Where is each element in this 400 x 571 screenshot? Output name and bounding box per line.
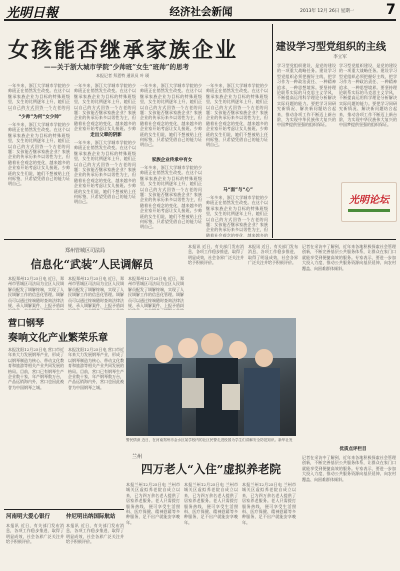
right-col-text-4: 记者在采访中了解到，近年来各地积极探索社会管理创新，不断完善基层公共服务体系，让群众在家门口就能享受到便捷高效的服务。专家表示，要进一步加大投入力度，推动公共服务资源向基层延伸、向农村覆盖、向困难群体倾斜。 bbox=[302, 455, 396, 482]
briefs-rule bbox=[4, 509, 124, 510]
lead-text-col-4: 一年多来，浙江大学城市学院的少帅班正在悄然发生改变。在这个以继承家族企业为目标的特殊班级里，女生的比例逐年上升，她们正以自己的方式回答一个古老的问题：女孩能否继承家族企业？家族企业的传承历来多以男性为主，但随着社会观念的变化，越来越多的企业家开始考虑让女儿接班。少帅班的女生们说，她们不想被贴上任何标签，只希望凭借自己的能力证明自己。 bbox=[206, 83, 268, 148]
elderly-kicker: 兰州 bbox=[132, 454, 143, 460]
lead-text-col-1b: 一年多来，浙江大学城市学院的少帅班正在悄然发生改变。在这个以继承家族企业为目标的特殊班级里，女生的比例逐年上升，她们正以自己的方式回答一个古老的问题：女孩能否继承家族企业？家族企业的传承历来多以男性为主，但随着社会观念的变化，越来越多的企业家开始考虑让女儿接班。少帅班的女生们说，她们不想被贴上任何标签，只希望凭借自己的能力证明自己。 bbox=[8, 122, 70, 187]
photo-caption: 警民情深 近日，在河南郑州市金水区某学校内的社区民警走进校园为学生们讲解安全防范知识。新华社发 bbox=[126, 438, 293, 442]
commentary-headline: 建设学习型党组织的主线 bbox=[276, 42, 386, 52]
mediation-text-1: 本报郑州12月25日电 近日，郑州市管城区司法局为全区人民调解员配发了调解终端，实现了人民调解工作的信息化管理。调解员可以通过终端随时查询法律法规、录入调解案件、上报矛盾纠 bbox=[8, 276, 64, 309]
column-divider bbox=[272, 24, 273, 238]
right-col-text-3: 记者在采访中了解到，近年来各地积极探索社会管理创新，不断完善基层公共服务体系，让群众在家门口就能享受到便捷高效的服务。专家表示，要进一步加大投入力度，推动公共服务资源向基层延伸、向农村覆盖、向困难群体倾斜。 bbox=[302, 244, 396, 271]
yingkou-headline: 奏响文化产业繁荣乐章 bbox=[8, 333, 108, 342]
commentary-author: 李立军 bbox=[333, 55, 347, 60]
commentary-col-2: 学习型党组织建设，是党的建设的一项重大战略任务。建设学习型党组织必须把握好主线，把学习作为一种政治责任、一种精神追求、一种思想境界。要坚持理论联系实际的马克思主义学风，不断提高运用科学理论分析解决实际问题的能力。要把学习同研究新情况、解决新问题结合起来，推动各项工作不断迈上新台阶，为实现中华民族伟大复兴的中国梦提供坚强的组织保证。 bbox=[339, 63, 397, 128]
mediation-text-2: 本报郑州12月25日电 近日，郑州市管城区司法局为全区人民调解员配发了调解终端，实现了人民调解工作的信息化管理。调解员可以通过终端随时查询法律法规、录入调解案件、上报矛盾纠 bbox=[68, 276, 124, 309]
lead-text-col-1: 一年多来，浙江大学城市学院的少帅班正在悄然发生改变。在这个以继承家族企业为目标的特殊班级里，女生的比例逐年上升，她们正以自己的方式回答一个古老的问 bbox=[8, 83, 70, 110]
lead-subhead-1: “少帅”为何“女少帅” bbox=[18, 115, 62, 120]
lead-subhead-4: 马“面”与“心” bbox=[223, 188, 253, 193]
ad-stripe bbox=[348, 209, 390, 212]
brief-1-text: 本报讯 近日，有关部门发布消息，各项工作稳步推进，取得了明显成效，社会各界广泛关注并给予积极评价。 bbox=[6, 523, 64, 545]
section-title: 经济社会新闻 bbox=[169, 6, 233, 18]
page-number: 7 bbox=[386, 2, 396, 18]
elderly-text-3: 本报兰州12月25日电 兰州市城关区虚拟养老院自成立以来，已为四万余名老人提供了居家养老服务。老人只需拨打服务热线，便可享受生活照料、医疗保健、精神慰藉等多种服务，足不出户就能安享晚年。 bbox=[242, 482, 296, 525]
yingkou-text-2: 本报沈阳12月25日电 营口市近年来大力发展钢琴产业，形成了以钢琴制造为核心、带动文化教育和旅游等相关产业共同发展的格局。目前，营口已有钢琴生产企业数十家，年产钢琴数万台，产品远销海内外，营口也因此被誉为中国钢琴之城。 bbox=[68, 347, 124, 390]
photo-scene bbox=[126, 318, 296, 436]
lead-headline: 女孩能否继承家族企业 bbox=[8, 37, 238, 62]
ad-text: 光明论坛 bbox=[349, 195, 389, 205]
mediation-kicker: 郑州管城区司法局 bbox=[64, 248, 105, 254]
right-col-text-1: 本报讯 近日，有关部门发布消息，各项工作稳步推进，取得了明显成效，社会各界广泛关注并给予积极评价。 bbox=[188, 244, 244, 266]
brief-2-text: 本报讯 近日，有关部门发布消息，各项工作稳步推进，取得了明显成效，社会各界广泛关注并给予积极评价。 bbox=[66, 523, 124, 545]
yingkou-text-1: 本报沈阳12月25日电 营口市近年来大力发展钢琴产业，形成了以钢琴制造为核心、带动文化教育和旅游等相关产业共同发展的格局。目前，营口已有钢琴生产企业数十家，年产钢琴数万台，产品远销海内外，营口也因此被誉为中国钢琴之城。 bbox=[8, 347, 64, 390]
date-line: 2013年 12月 26日 星期一 bbox=[300, 9, 355, 14]
brief-2-headline: 仲尼明出纳国际航站 bbox=[66, 514, 116, 520]
elderly-text-1: 本报兰州12月25日电 兰州市城关区虚拟养老院自成立以来，已为四万余名老人提供了居家养老服务。老人只需拨打服务热线，便可享受生活照料、医疗保健、精神慰藉等多种服务，足不出户就能安享晚年。 bbox=[126, 482, 180, 525]
yingkou-kicker: 营口钢琴 bbox=[8, 319, 45, 328]
right-col-text-2: 本报讯 近日，有关部门发布消息，各项工作稳步推进，取得了明显成效，社会各界广泛关注并给予积极评价。 bbox=[248, 244, 298, 266]
elderly-text-2: 本报兰州12月25日电 兰州市城关区虚拟养老院自成立以来，已为四万余名老人提供了居家养老服务。老人只需拨打服务热线，便可享受生活照料、医疗保健、精神慰藉等多种服务，足不出户就能安享晚年。 bbox=[184, 482, 238, 525]
news-photo bbox=[126, 318, 296, 436]
mediation-headline: 信息化“武装”人民调解员 bbox=[30, 258, 154, 271]
elderly-headline: 四万老人“入住”虚拟养老院 bbox=[141, 462, 281, 476]
lead-subhead-3: 家族企业传承中有女 bbox=[151, 158, 193, 163]
newspaper-logo: 光明日報 bbox=[6, 6, 59, 18]
masthead-rule bbox=[4, 19, 396, 21]
lead-text-col-4b: 一年多来，浙江大学城市学院的少帅班正在悄然发生改变。在这个以继承家族企业为目标的特殊班级里，女生的比例逐年上升，她们正以自己的方式回答一个古老的问题：女孩能否继承家族企业？家族企业的传承历来多以男性为主，但随着社会观念的变化，越来越多的 bbox=[206, 195, 268, 237]
lead-text-col-3: 一年多来，浙江大学城市学院的少帅班正在悄然发生改变。在这个以继承家族企业为目标的特殊班级里，女生的比例逐年上升，她们正以自己的方式回答一个古老的问题：女孩能否继承家族企业？家族企业的传承历来多以男性为主，但随着社会观念的变化，越来越多的企业家开始考虑让女儿接班。少帅班的女生们说，她们不想被贴上任何标签，只希望凭借自己的能力证明自己。 bbox=[140, 83, 202, 148]
lead-byline: 本报记者 拜恩特 通讯员 叶 瑛 bbox=[96, 73, 150, 78]
lead-text-col-2b: 一年多来，浙江大学城市学院的少帅班正在悄然发生改变。在这个以继承家族企业为目标的特殊班级里，女生的比例逐年上升，她们正以自己的方式回答一个古老的问题：女孩能否继承家族企业？家族企业的传承历来多以男性为主，但随着社会观念的变化，越来越多的企业家开始考虑让女儿接班。少帅班的女生们说，她们不想被贴上任何标签，只希望凭借自己的能力证明自己。 bbox=[74, 140, 136, 205]
lead-text-col-3b: 一年多来，浙江大学城市学院的少帅班正在悄然发生改变。在这个以继承家族企业为目标的特殊班级里，女生的比例逐年上升，她们正以自己的方式回答一个古老的问题：女孩能否继承家族企业？家族企业的传承历来多以男性为主，但随着社会观念的变化，越来越多的企业家开始考虑让女儿接班。少帅班的女生们说，她们不想被贴上任何标签，只希望凭借自己的能力证明自己。 bbox=[140, 165, 202, 230]
section-rule bbox=[4, 239, 396, 240]
lead-text-col-2: 一年多来，浙江大学城市学院的少帅班正在悄然发生改变。在这个以继承家族企业为目标的特殊班级里，女生的比例逐年上升，她们正以自己的方式回答一个古老的问题：女孩能否继承家族企业？家族企业的传承历来多以男性为主，但随着社会观念的变化，越来越多的企业家开始考虑让女儿接班。少帅 bbox=[74, 83, 136, 131]
right-col-subhead: 优质点评栏目 bbox=[339, 447, 367, 452]
lead-subhead-2: 走出父辈的阴影 bbox=[90, 133, 122, 138]
mediation-text-3: 本报郑州12月25日电 近日，郑州市管城区司法局为全区人民调解员配发了调解终端，实现了人民调解工作的信息化管理。调解员可以通过终端随时查询法律法规、录入调解案件、上报矛盾纠 bbox=[128, 276, 184, 309]
ad-box bbox=[341, 182, 397, 222]
lead-subtitle: ——关于浙大城市学院“少帅班”女生“班帅”的思考 bbox=[44, 63, 189, 71]
brief-1-headline: 河南明大爱心银行 bbox=[6, 514, 51, 520]
masthead bbox=[0, 0, 400, 20]
commentary-col-1: 学习型党组织建设，是党的建设的一项重大战略任务。建设学习型党组织必须把握好主线，把学习作为一种政治责任、一种精神追求、一种思想境界。要坚持理论联系实际的马克思主义学风，不断提高运用科学理论分析解决实际问题的能力。要把学习同研究新情况、解决新问题结合起来，推动各项工作不断迈上新台阶，为实现中华民族伟大复兴的中国梦提供坚强的组织保证。 bbox=[277, 63, 336, 128]
